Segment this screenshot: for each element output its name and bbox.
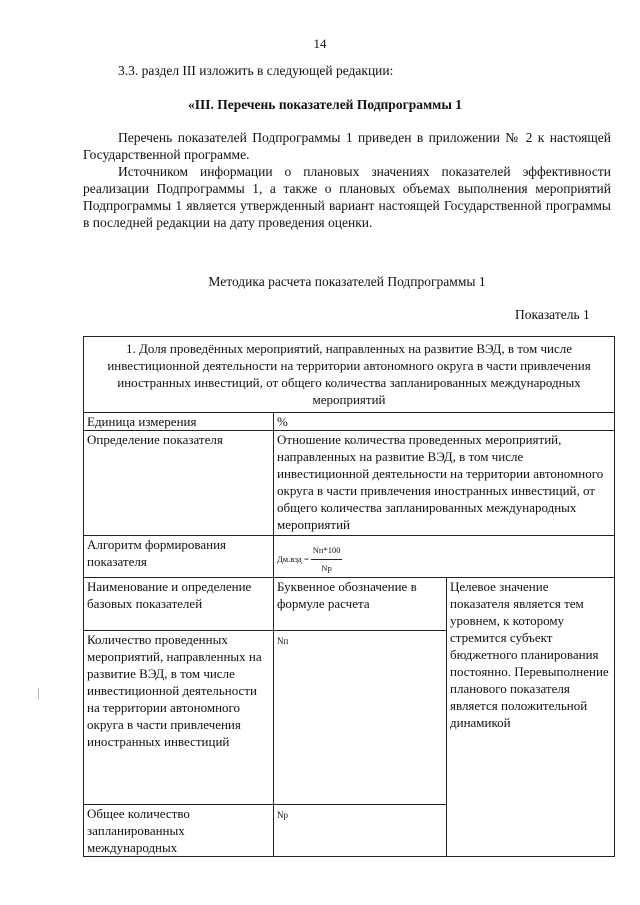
page-number: 14 [313, 36, 327, 51]
algorithm-formula [274, 536, 615, 578]
letter-designation-label: Буквенное обозначение в формуле расчета [274, 578, 447, 631]
row2-symbol [274, 805, 447, 857]
row2-name: Общее количество запланированных международных [84, 805, 274, 857]
definition-label: Определение показателя [84, 431, 274, 536]
formula [277, 542, 342, 577]
formula-lhs: Дм.вэд = [277, 554, 309, 564]
paragraph-2: Источником информации о плановых значениях показателей эффективности реализации Подпрограммы 1, а также о плановых объемах выполнения мероприятий Подпрограммы 1 является утвержденный вариант настоящей Государственной программы в последней редакции на дату проведения оценки. [83, 164, 611, 230]
formula-fraction [311, 542, 343, 577]
row1-symbol-text: Nп [277, 636, 289, 646]
section-title: «III. Перечень показателей Подпрограммы 1 [188, 97, 463, 112]
unit-value: % [274, 413, 615, 431]
definition-value: Отношение количества проведенных мероприятий, направленных на развитие ВЭД, в том числе инвестиционной деятельности на территории автономного округа в части привлечения иностранных инвестиций, от общего количества запланированных международных мероприятий [274, 431, 615, 536]
table-header: 1. Доля проведённых мероприятий, направленных на развитие ВЭД, в том числе инвестиционной деятельности на территории автономного округа в части привлечения иностранных инвестиций, от общего количества запланированных международных мероприятий [84, 337, 615, 413]
formula-numerator: Nп*100 [311, 542, 343, 560]
unit-label: Единица измерения [84, 413, 274, 431]
indicator-table [83, 336, 615, 857]
row2-symbol-text: Nр [277, 810, 288, 820]
methodology-title: Методика расчета показателей Подпрограммы 1 [208, 274, 486, 289]
target-value-text: Целевое значение показателя является тем уровнем, к которому стремится субъект бюджетного планирования постоянно. Перевыполнение планового показателя является положительной динамикой [447, 578, 615, 857]
indicator-label: Показатель 1 [515, 307, 590, 322]
row1-name: Количество проведенных мероприятий, направленных на развитие ВЭД, в том числе инвестиционной деятельности на территории автономного округа в части привлечения иностранных инвестиций [84, 631, 274, 805]
row1-symbol [274, 631, 447, 805]
algorithm-label: Алгоритм формирования показателя [84, 536, 274, 578]
base-indicators-label: Наименование и определение базовых показателей [84, 578, 274, 631]
margin-mark [38, 688, 39, 700]
intro-line: 3.3. раздел III изложить в следующей редакции: [118, 63, 394, 78]
formula-denominator: Nр [321, 563, 332, 573]
paragraph-1: Перечень показателей Подпрограммы 1 приведен в приложении № 2 к настоящей Государственной программе. [83, 130, 611, 162]
